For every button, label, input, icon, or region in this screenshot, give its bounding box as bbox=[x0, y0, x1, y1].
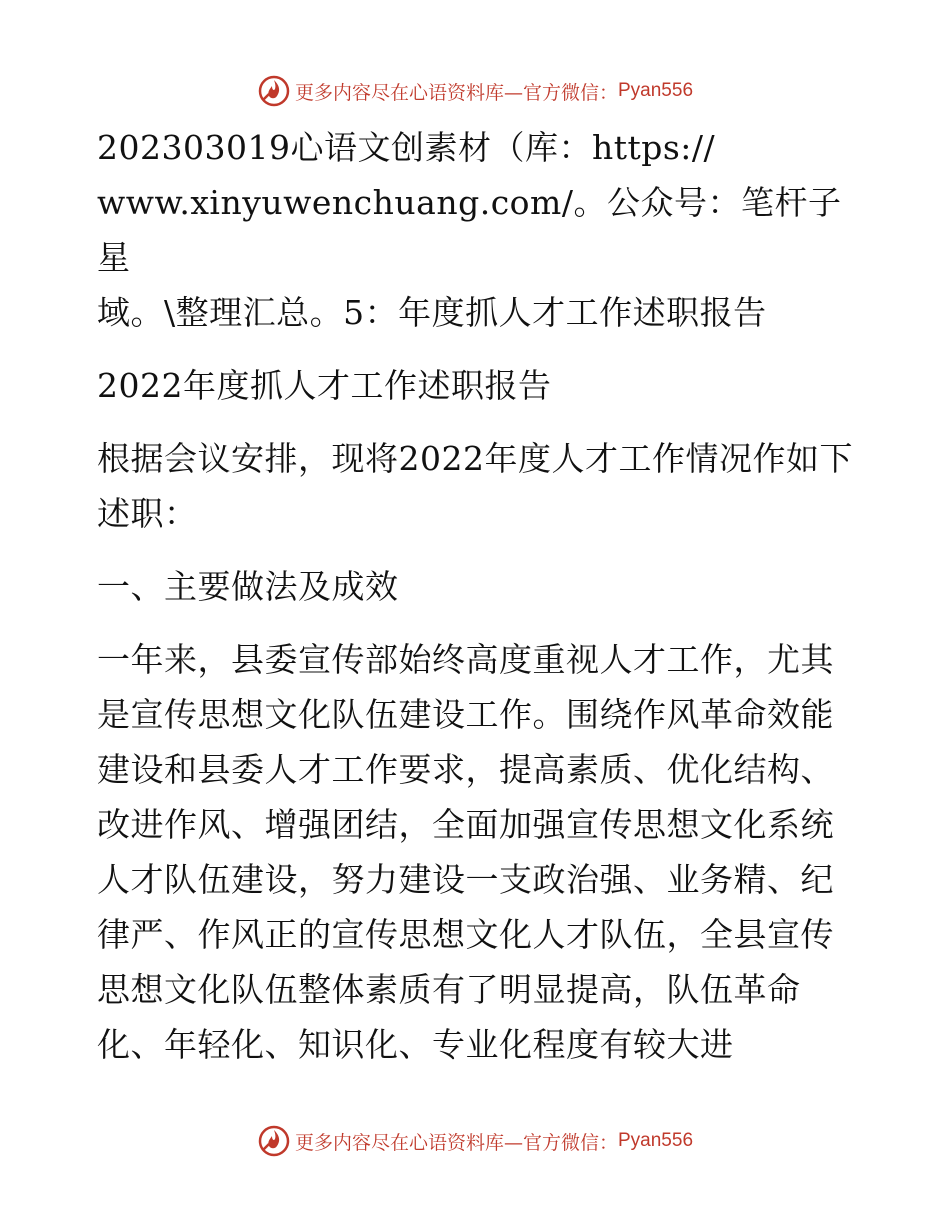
flame-circle-icon bbox=[257, 74, 291, 108]
watermark-bottom bbox=[0, 1121, 950, 1161]
watermark-wechat-id: Pyan556 bbox=[618, 80, 694, 101]
intro-paragraph: 根据会议安排，现将2022年度人才工作情况作如下述职： bbox=[97, 439, 853, 533]
flame-circle-icon bbox=[257, 1124, 291, 1158]
watermark-wechat-id: Pyan556 bbox=[618, 1130, 694, 1151]
document-body bbox=[97, 120, 857, 1080]
section-heading: 一、主要做法及成效 bbox=[97, 567, 399, 606]
header-line-2: www.xinyuwenchuang.com/。公众号：笔杆子星 bbox=[97, 183, 842, 277]
watermark-top bbox=[0, 71, 950, 111]
watermark-text: 更多内容尽在心语资料库—官方微信： bbox=[294, 81, 618, 104]
section-body-paragraph: 一年来，县委宣传部始终高度重视人才工作，尤其是宣传思想文化队伍建设工作。围绕作风革命效能建设和县委人才工作要求，提高素质、优化结构、改进作风、增强团结，全面加强宣传思想文化系统人才队伍建设，努力建设一支政治强、业务精、纪律严、作风正的宣传思想文化人才队伍，全县宣传思想文化队伍整体素质有了明显提高，队伍革命化、年轻化、知识化、专业化程度有较大进 bbox=[97, 640, 834, 1064]
watermark-text: 更多内容尽在心语资料库—官方微信： bbox=[294, 1131, 618, 1154]
header-line-3: 域。\整理汇总。5：年度抓人才工作述职报告 bbox=[97, 293, 767, 332]
document-title: 2022年度抓人才工作述职报告 bbox=[97, 366, 552, 405]
header-line-1: 202303019心语文创素材（库：https:// bbox=[97, 128, 716, 167]
